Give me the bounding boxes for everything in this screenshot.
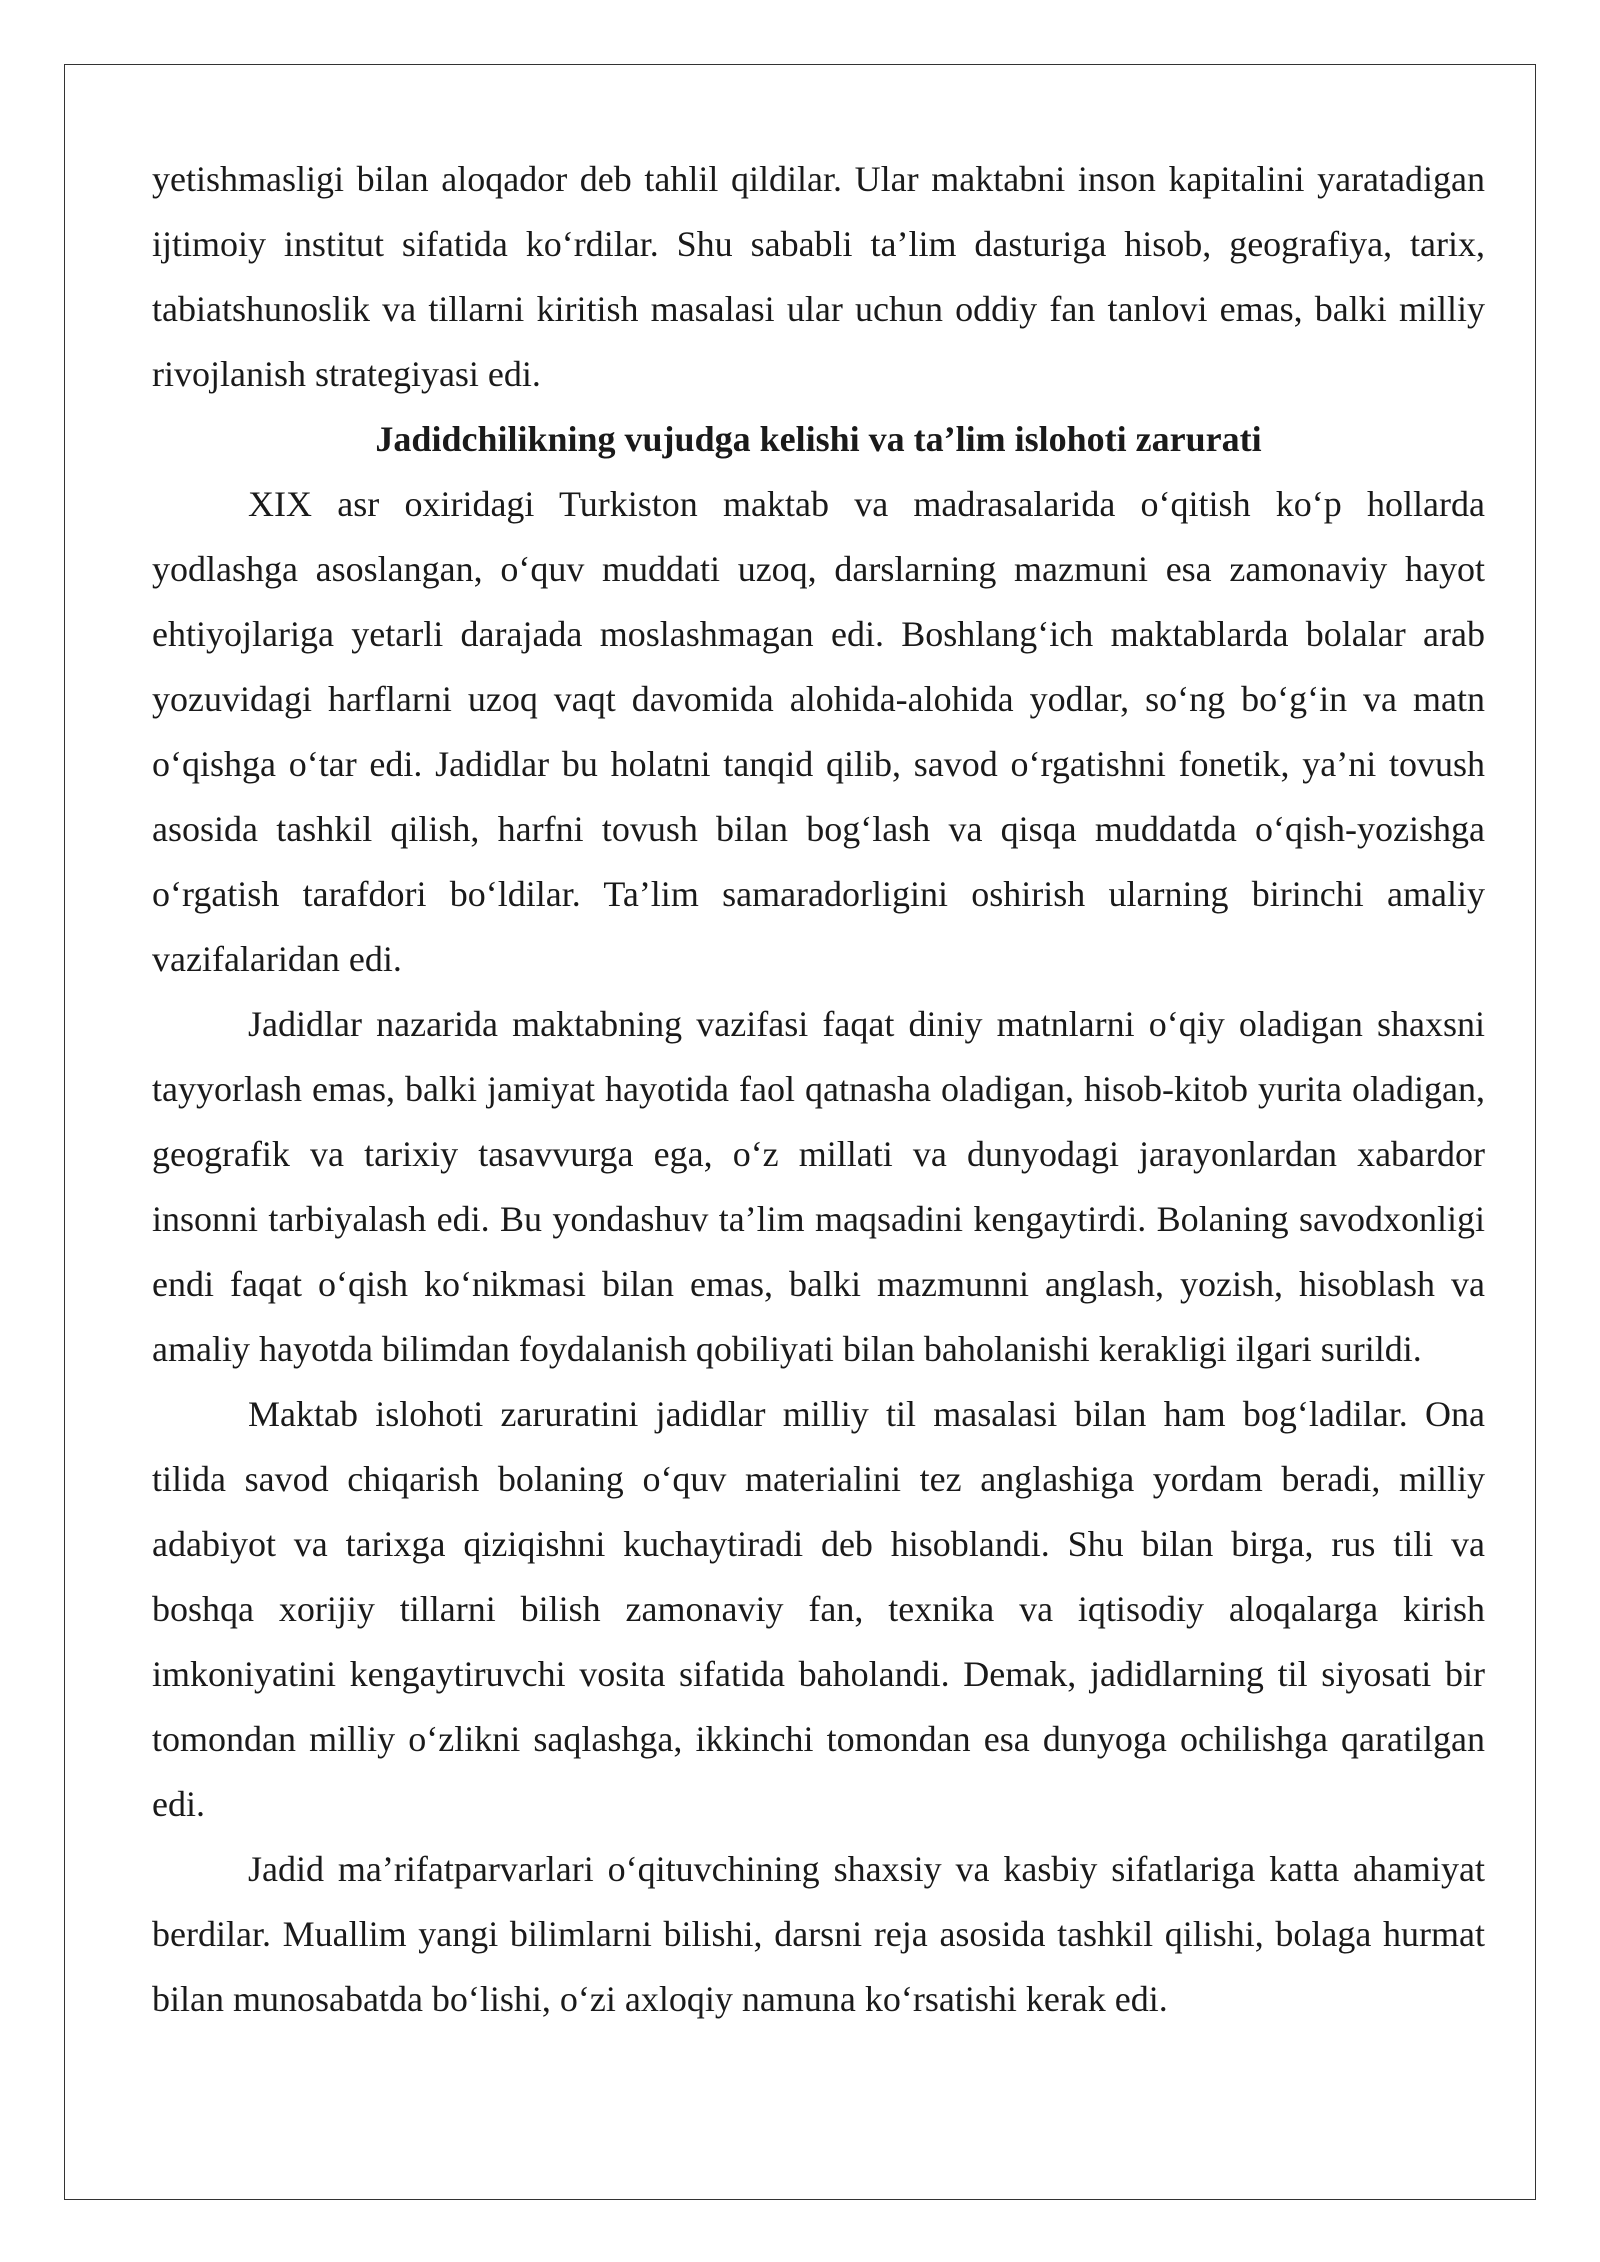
paragraph: Maktab islohoti zaruratini jadidlar milliy til masalasi bilan ham bog‘ladilar. Ona tilida savod chiqarish bolaning o‘quv materialini tez anglashiga yordam beradi, milliy adabiyot va tarixga qiziqishni kuchaytiradi deb hisoblandi. Shu bilan birga, rus tili va boshqa xorijiy tillarni bilish zamonaviy fan, texnika va iqtisodiy aloqalarga kirish imkoniyatini kengaytiruvchi vosita sifatida baholandi. Demak, jadidlarning til siyosati bir tomondan milliy o‘zlikni saqlashga, ikkinchi tomondan esa dunyoga ochilishga qaratilgan edi.	[152, 1394, 1485, 1824]
paragraph: Jadid ma’rifatparvarlari o‘qituvchining shaxsiy va kasbiy sifatlariga katta ahamiyat berdilar. Muallim yangi bilimlarni bilishi, darsni reja asosida tashkil qilishi, bolaga hurmat bilan munosabatda bo‘lishi, o‘zi axloqiy namuna ko‘rsatishi kerak edi.	[152, 1849, 1485, 2019]
document-body	[152, 147, 1485, 2032]
paragraph: Jadidlar nazarida maktabning vazifasi faqat diniy matnlarni o‘qiy oladigan shaxsni tayyorlash emas, balki jamiyat hayotida faol qatnasha oladigan, hisob-kitob yurita oladigan, geografik va tarixiy tasavvurga ega, o‘z millati va dunyodagi jarayonlardan xabardor insonni tarbiyalash edi. Bu yondashuv ta’lim maqsadini kengaytirdi. Bolaning savodxonligi endi faqat o‘qish ko‘nikmasi bilan emas, balki mazmunni anglash, yozish, hisoblash va amaliy hayotda bilimdan foydalanish qobiliyati bilan baholanishi kerakligi ilgari surildi.	[152, 1004, 1485, 1369]
paragraph: XIX asr oxiridagi Turkiston maktab va madrasalarida o‘qitish ko‘p hollarda yodlashga asoslangan, o‘quv muddati uzoq, darslarning mazmuni esa zamonaviy hayot ehtiyojlariga yetarli darajada moslashmagan edi. Boshlang‘ich maktablarda bolalar arab yozuvidagi harflarni uzoq vaqt davomida alohida-alohida yodlar, so‘ng bo‘g‘in va matn o‘qishga o‘tar edi. Jadidlar bu holatni tanqid qilib, savod o‘rgatishni fonetik, ya’ni tovush asosida tashkil qilish, harfni tovush bilan bog‘lash va qisqa muddatda o‘qish-yozishga o‘rgatish tarafdori bo‘ldilar. Ta’lim samaradorligini oshirish ularning birinchi amaliy vazifalaridan edi.	[152, 484, 1485, 979]
section-heading: Jadidchilikning vujudga kelishi va ta’lim islohoti zarurati	[375, 419, 1262, 459]
paragraph-continued: yetishmasligi bilan aloqador deb tahlil qildilar. Ular maktabni inson kapitalini yaratadigan ijtimoiy institut sifatida ko‘rdilar. Shu sababli ta’lim dasturiga hisob, geografiya, tarix, tabiatshunoslik va tillarni kiritish masalasi ular uchun oddiy fan tanlovi emas, balki milliy rivojlanish strategiyasi edi.	[152, 159, 1485, 394]
